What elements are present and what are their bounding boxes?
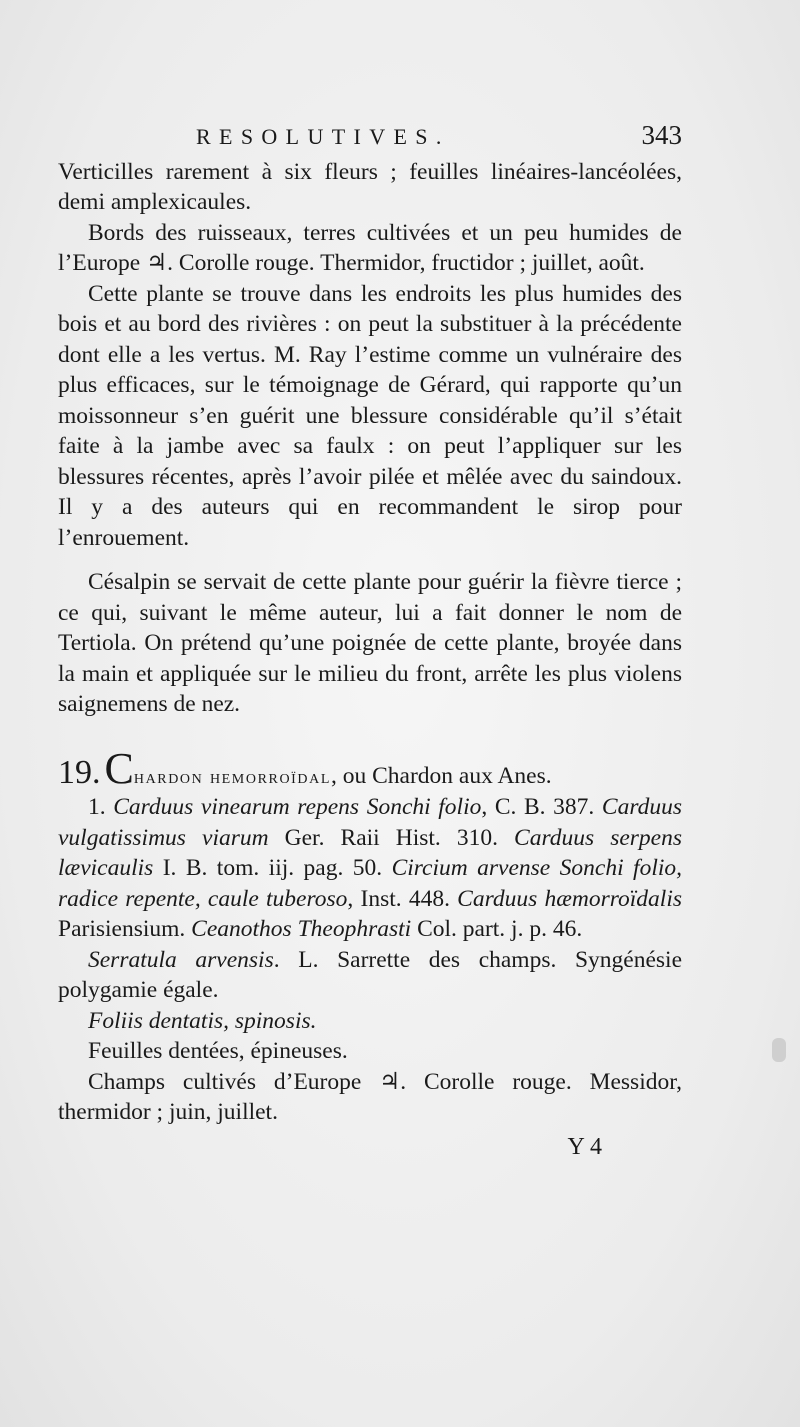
linnaean-entry: Serratula arvensis. L. Sarrette des champs. Syngénésie polygamie égale. — [58, 946, 683, 1003]
signature-mark: Y 4 — [567, 1133, 602, 1160]
page-edge-stain — [772, 1038, 786, 1062]
section-dropcap: C — [104, 743, 134, 793]
latin-diagnosis: Foliis dentatis, spinosis. — [88, 1007, 317, 1034]
section-heading — [58, 743, 682, 793]
section-name: hardon hemorroïdal — [133, 765, 331, 788]
running-header — [196, 120, 682, 153]
section-number: 19. — [58, 753, 101, 791]
paragraph-cesalpin: Césalpin se servait de cette plante pour guérir la fièvre tierce ; ce qui, suivant le même auteur, lui a fait donner le nom de Tertiola. On prétend qu’une poignée de cette plante, broyée dans la main et appliquée sur le milieu du front, arrête les plus violens saignemens de nez. — [58, 569, 682, 717]
habitat-entry: Champs cultivés d’Europe ♃. Corolle rouge. Messidor, thermidor ; juin, juillet. — [58, 1068, 682, 1125]
running-title: RESOLUTIVES. — [196, 124, 450, 149]
synonym-entry: 1. Carduus vinearum repens Sonchi folio, C. B. 387. Carduus vulgatissimus viarum Ger. Raii Hist. 310. Carduus serpens lævicaulis I. B. tom. iij. pag. 50. Circium arvense Sonchi folio, radice repente, caule tuberoso, Inst. 448. Carduus hæmorroïdalis Parisiensium. Ceanothos Theophrasti Col. part. j. p. 46. — [58, 794, 683, 942]
paragraph-habitat: Bords des ruisseaux, terres cultivées et un peu humides de l’Europe ♃. Corolle rouge. Thermidor, fructidor ; juillet, août. — [58, 219, 682, 276]
paragraph-leaves: Verticilles rarement à six fleurs ; feuilles linéaires-lancéolées, demi amplexicaules. — [58, 158, 682, 215]
french-diagnosis: Feuilles dentées, épineuses. — [88, 1038, 348, 1064]
section-name-rest: , ou Chardon aux Anes. — [331, 762, 552, 789]
page-text — [58, 120, 682, 1162]
paragraph-uses: Cette plante se trouve dans les endroits les plus humides des bois et au bord des rivières : on peut la substituer à la précédente dont elle a les vertus. M. Ray l’estime comme un vulnéraire des plus efficaces, sur le témoignage de Gérard, qui rapporte qu’un moissonneur s’en guérit une blessure considérable qu’il s’était faite à la jambe avec sa faulx : on peut l’appliquer sur les blessures récentes, après l’avoir pilée et mêlée avec du saindoux. Il y a des auteurs qui en recommandent le sirop pour l’enrouement. — [58, 280, 682, 551]
page-number: 343 — [641, 120, 682, 150]
